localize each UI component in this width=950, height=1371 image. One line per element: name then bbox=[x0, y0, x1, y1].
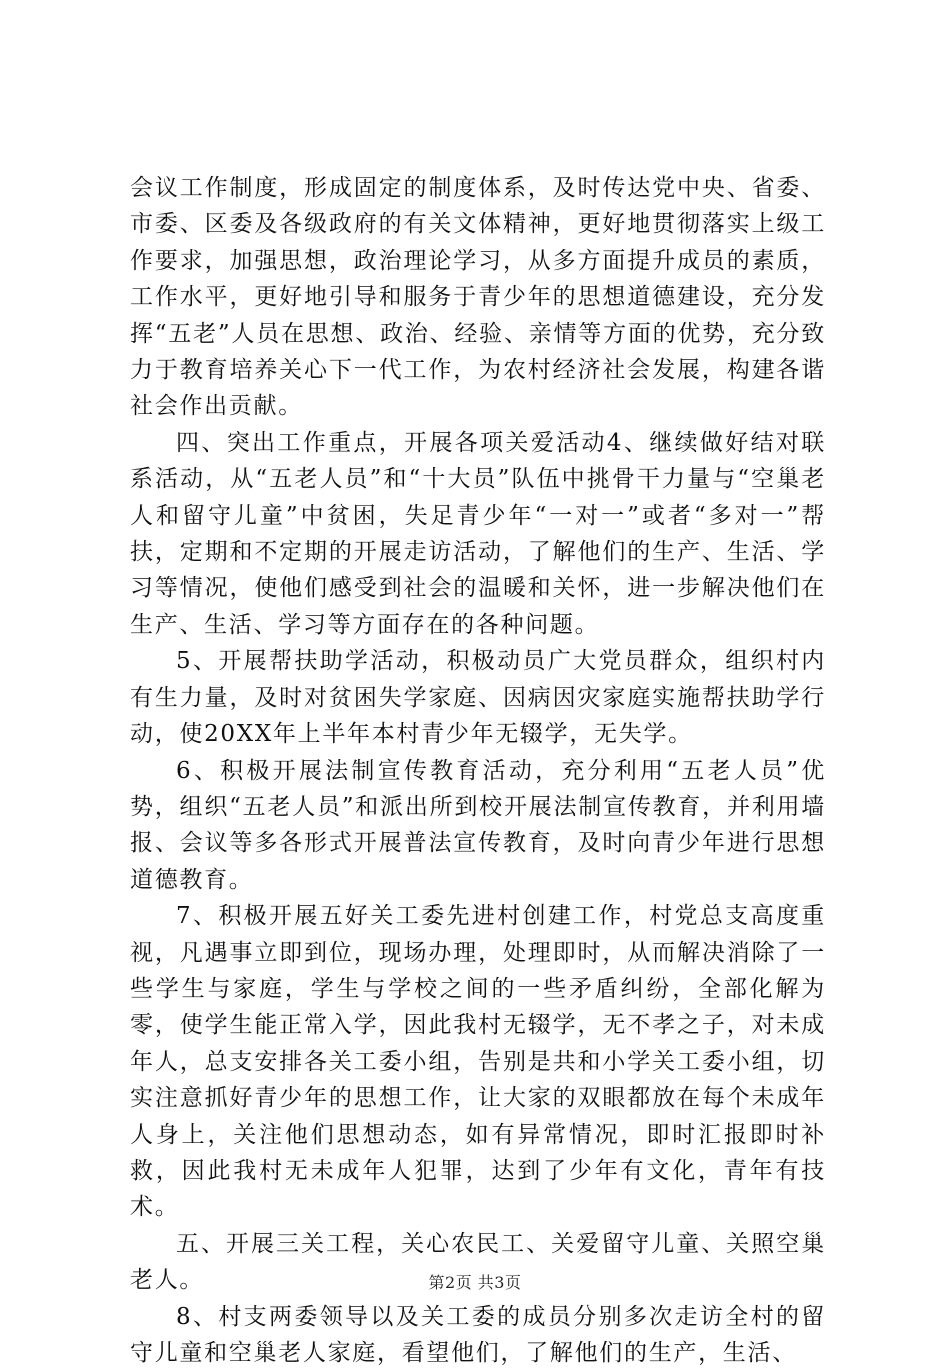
page-footer: 第2页 共3页 bbox=[428, 1273, 522, 1292]
paragraph-section-five: 五、开展三关工程，关心农民工、关爱留守儿童、关照空巢老人。 bbox=[130, 1230, 826, 1294]
paragraph-item-8: 8、村支两委领导以及关工委的成员分别多次走访全村的留守儿童和空巢老人家庭，看望他们，了解他们的生产，生活、 bbox=[130, 1303, 826, 1366]
paragraph-item-5: 5、开展帮扶助学活动，积极动员广大党员群众，组织村内有生力量，及时对贫困失学家庭、因病因灾家庭实施帮扶助学行动，使20XX年上半年本村青少年无辍学，无失学。 bbox=[130, 648, 826, 748]
paragraph-section-four: 四、突出工作重点，开展各项关爱活动4、继续做好结对联系活动，从“五老人员”和“十大员”队伍中挑骨干力量与“空巢老人和留守儿童”中贫困，失足青少年“一对一”或者“多对一”帮扶，定期和不定期的开展走访活动，了解他们的生产、生活、学习等情况，使他们感受到社会的温暖和关怀，进一步解决他们在生产、生活、学习等方面存在的各种问题。 bbox=[130, 429, 826, 638]
document-body bbox=[130, 170, 826, 1371]
paragraph-item-6: 6、积极开展法制宣传教育活动，充分利用“五老人员”优势，组织“五老人员”和派出所到校开展法制宣传教育，并利用墙报、会议等多各形式开展普法宣传教育，及时向青少年进行思想道德教育。 bbox=[130, 757, 826, 893]
paragraph-continuation: 会议工作制度，形成固定的制度体系，及时传达党中央、省委、市委、区委及各级政府的有关文体精神，更好地贯彻落实上级工作要求，加强思想，政治理论学习，从多方面提升成员的素质，工作水平，更好地引导和服务于青少年的思想道德建设，充分发挥“五老”人员在思想、政治、经验、亲情等方面的优势，充分致力于教育培养关心下一代工作，为农村经济社会发展，构建各谐社会作出贡献。 bbox=[130, 175, 826, 420]
paragraph-item-7: 7、积极开展五好关工委先进村创建工作，村党总支高度重视，凡遇事立即到位，现场办理，处理即时，从而解决消除了一些学生与家庭，学生与学校之间的一些矛盾纠纷，全部化解为零，使学生能正常入学，因此我村无辍学，无不孝之子，对未成年人，总支安排各关工委小组，告别是共和小学关工委小组，切实注意抓好青少年的思想工作，让大家的双眼都放在每个未成年人身上，关注他们思想动态，如有异常情况，即时汇报即时补救，因此我村无未成年人犯罪，达到了少年有文化，青年有技术。 bbox=[130, 903, 826, 1221]
